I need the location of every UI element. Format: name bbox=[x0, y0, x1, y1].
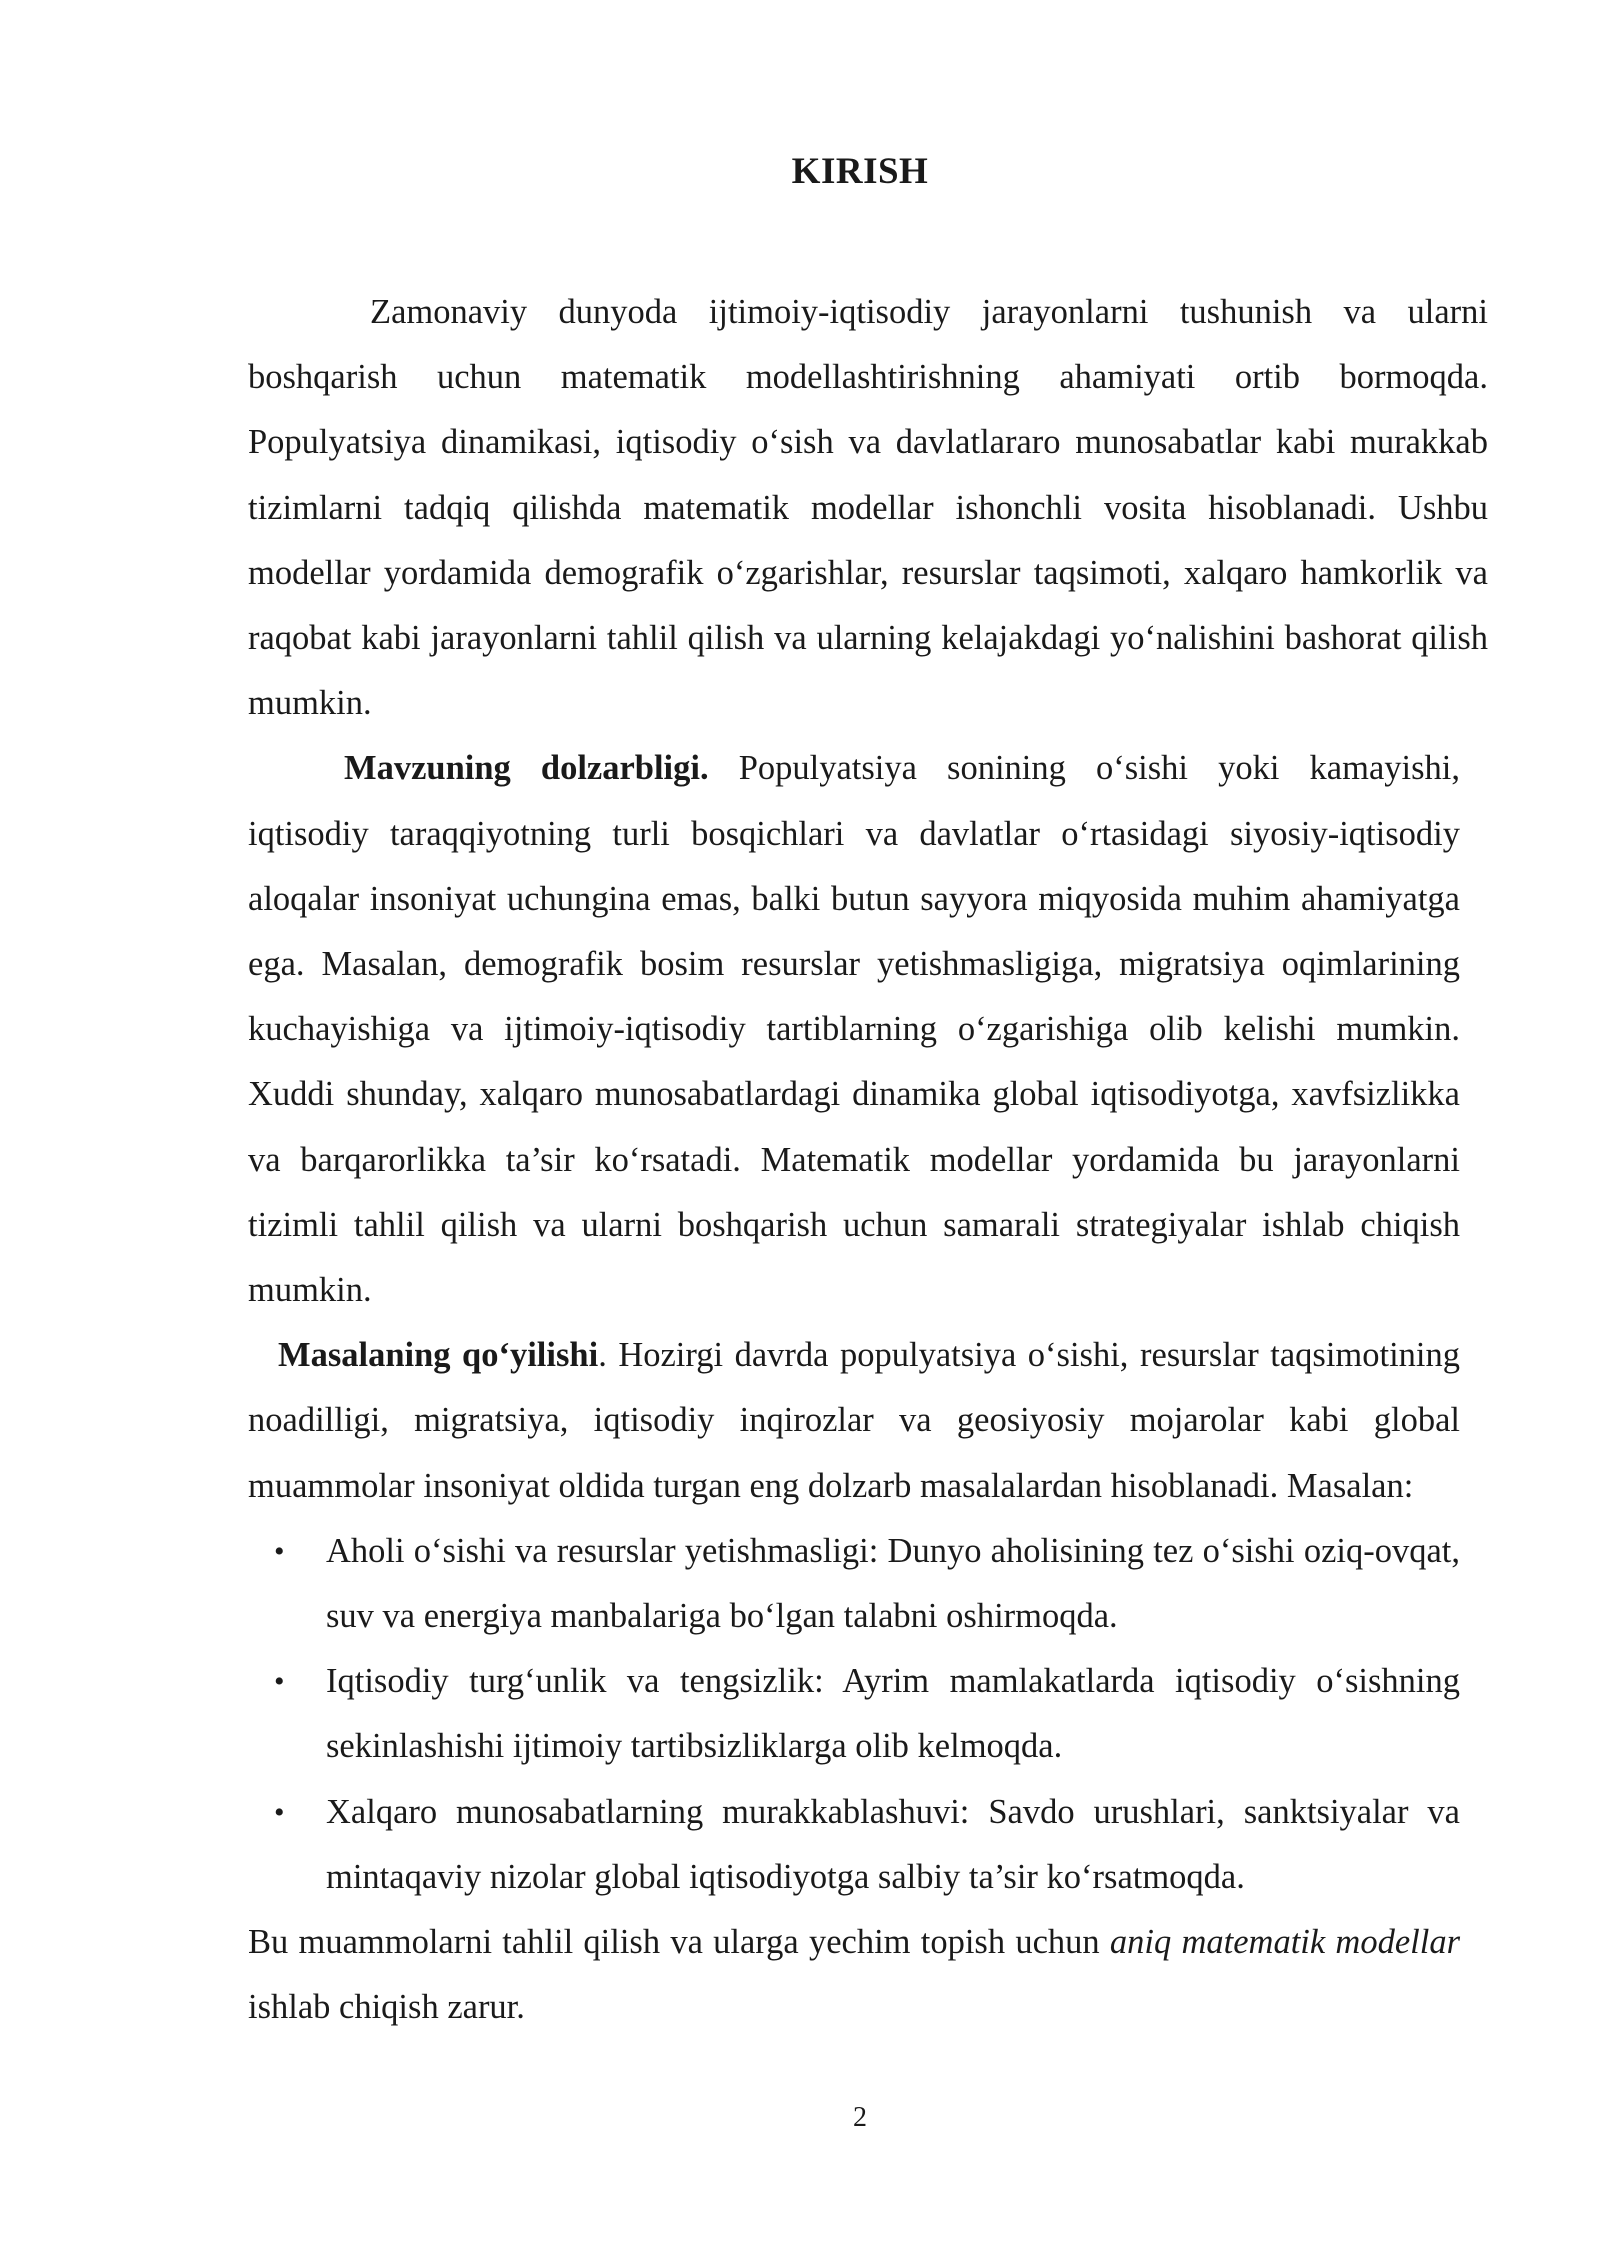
list-item bbox=[248, 1519, 1460, 1649]
conclusion-paragraph bbox=[248, 1910, 1460, 2040]
list-item-text: Iqtisodiy turgʻunlik va tengsizlik: Ayrim mamlakatlarda iqtisodiy oʻsishning sekinlashishi ijtimoiy tartibsizliklarga olib kelmoqda. bbox=[326, 1662, 1460, 1766]
relevance-paragraph bbox=[248, 736, 1460, 1323]
intro-paragraph: Zamonaviy dunyoda ijtimoiy-iqtisodiy jarayonlarni tushunish va ularni boshqarish uchun matematik modellashtirishning ahamiyati ortib bormoqda. Populyatsiya dinamikasi, iqtisodiy oʻsish va davlatlararo munosabatlar kabi murakkab tizimlarni tadqiq qilishda matematik modellar ishonchli vosita hisoblanadi. Ushbu modellar yordamida demografik oʻzgarishlar, resurslar taqsimoti, xalqaro hamkorlik va raqobat kabi jarayonlarni tahlil qilish va ularning kelajakdagi yoʻnalishini bashorat qilish mumkin. bbox=[248, 293, 1488, 723]
page-title: KIRISH bbox=[791, 151, 929, 192]
bullet-icon: • bbox=[274, 1795, 285, 1829]
conclusion-emphasis: aniq matematik modellar bbox=[1109, 1923, 1461, 1962]
conclusion-text-end: ishlab chiqish zarur. bbox=[248, 1988, 525, 2027]
problem-statement-paragraph bbox=[248, 1323, 1460, 1519]
page-number: 2 bbox=[853, 2102, 867, 2133]
problem-list bbox=[248, 1519, 1460, 1910]
relevance-heading: Mavzuning dolzarbligi. bbox=[344, 749, 709, 788]
bullet-icon: • bbox=[274, 1534, 285, 1568]
conclusion-text-start: Bu muammolarni tahlil qilish va ularga yechim topish uchun bbox=[248, 1923, 1110, 1962]
list-item-text: Xalqaro munosabatlarning murakkablashuvi: Savdo urushlari, sanktsiyalar va mintaqaviy nizolar global iqtisodiyotga salbiy ta’sir koʻrsatmoqda. bbox=[326, 1792, 1460, 1896]
list-item bbox=[248, 1649, 1460, 1779]
relevance-text: Populyatsiya sonining oʻsishi yoki kamayishi, iqtisodiy taraqqiyotning turli bosqichlari va davlatlar oʻrtasidagi siyosiy-iqtisodiy aloqalar insoniyat uchungina emas, balki butun sayyora miqyosida muhim ahamiyatga ega. Masalan, demografik bosim resurslar yetishmasligiga, migratsiya oqimlarining kuchayishiga va ijtimoiy-iqtisodiy tartiblarning oʻzgarishiga olib kelishi mumkin. Xuddi shunday, xalqaro munosabatlardagi dinamika global iqtisodiyotga, xavfsizlikka va barqarorlikka ta’sir koʻrsatadi. Matematik modellar yordamida bu jarayonlarni tizimli tahlil qilish va ularni boshqarish uchun samarali strategiyalar ishlab chiqish mumkin. bbox=[248, 749, 1460, 1310]
list-item-text: Aholi oʻsishi va resurslar yetishmasligi: Dunyo aholisining tez oʻsishi oziq-ovqat, suv va energiya manbalariga boʻlgan talabni oshirmoqda. bbox=[326, 1531, 1460, 1636]
problem-statement-heading: Masalaning qoʻyilishi bbox=[278, 1336, 599, 1375]
document-body bbox=[248, 280, 1488, 2040]
list-item bbox=[248, 1780, 1460, 1910]
bullet-icon: • bbox=[274, 1665, 285, 1699]
problem-statement-text: . Hozirgi davrda populyatsiya oʻsishi, resurslar taqsimotining noadilligi, migratsiya, iqtisodiy inqirozlar va geosiyosiy mojarolar kabi global muammolar insoniyat oldida turgan eng dolzarb masalalardan hisoblanadi. Masalan: bbox=[248, 1336, 1460, 1505]
